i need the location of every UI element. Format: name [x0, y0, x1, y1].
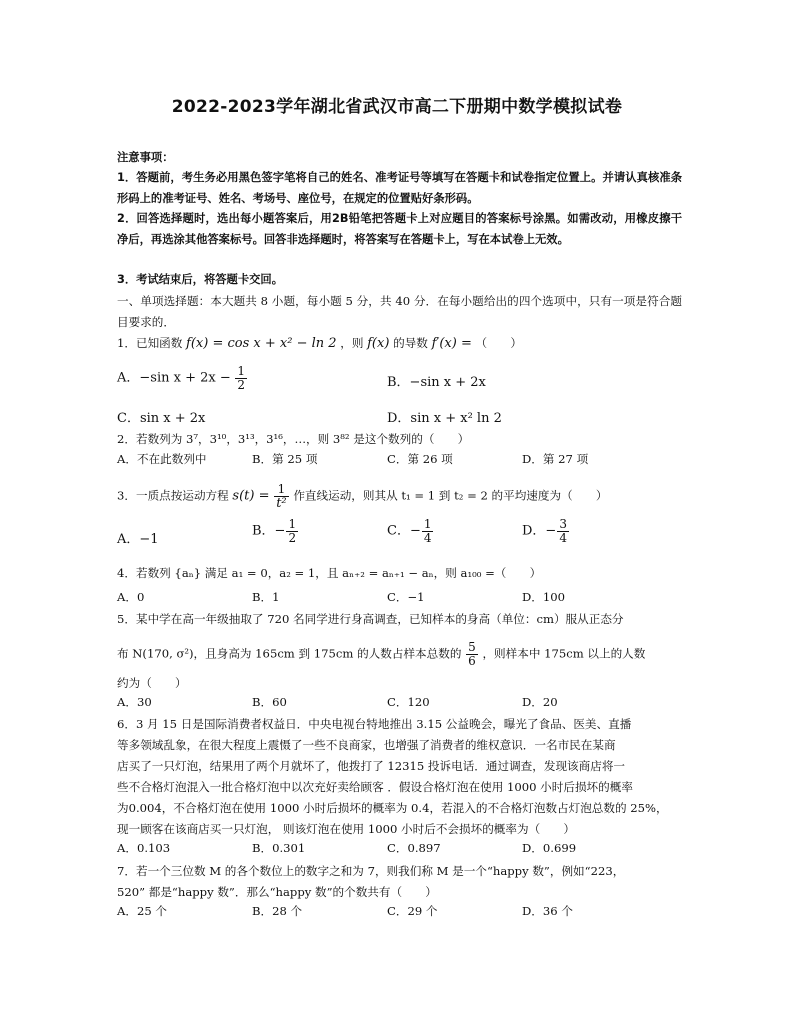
q4-option-a: A．0 — [117, 590, 145, 604]
question-6-line-1: 6．3 月 15 日是国际消费者权益日．中央电视台特地推出 3.15 公益晚会，曝光了食品、医美、直播 — [117, 717, 632, 731]
q5-option-a: A．30 — [117, 695, 152, 709]
q5-num: 5 — [468, 640, 476, 654]
question-6-line-6: 现一顾客在该商店买一只灯泡， 则该灯泡在使用 1000 小时后不会损坏的概率为（ ） — [117, 822, 575, 836]
q5-option-c: C．120 — [387, 695, 430, 709]
question-6-line-4: 些不合格灯泡混入一批合格灯泡中以次充好卖给顾客 ．假设合格灯泡在使用 1000 小时后损坏的概率 — [117, 780, 633, 794]
notice-item-1: 1．答题前，考生务必用黑色签字笔将自己的姓名、准考证号等填写在答题卡和试卷指定位置上。并请认真核准条形码上的准考证号、姓名、考场号、座位号，在规定的位置贴好条形码。 — [117, 171, 682, 205]
q3-d-fraction — [557, 518, 569, 545]
q5-line2-pre: 布 N(170, σ²)，且身高为 165cm 到 175cm 的人数占样本总数的 — [117, 646, 462, 661]
question-5-line-2 — [117, 641, 682, 668]
q4-option-b: B．1 — [252, 590, 280, 604]
q3-option-d — [522, 518, 570, 545]
q3-post: 作直线运动，则其从 t₁ = 1 到 t₂ = 2 的平均速度为（ ） — [293, 488, 608, 503]
question-7-line-1: 7．若一个三位数 M 的各个数位上的数字之和为 7，则我们称 M 是一个“happy 数”，例如“223， — [117, 864, 625, 878]
question-6-line-3: 店买了一只灯泡，结果用了两个月就坏了，他拨打了 12315 投诉电话．通过调查，发现该商店将一 — [117, 759, 626, 773]
q5-line2-post: ，则样本中 175cm 以上的人数 — [482, 646, 646, 661]
q6-option-b: B．0.301 — [252, 841, 306, 855]
q3-den: t² — [276, 496, 287, 511]
q5-option-d: D．20 — [522, 695, 558, 709]
q3-pre: 3．一质点按运动方程 — [117, 488, 229, 503]
q3-option-a: A．−1 — [117, 532, 159, 547]
q1-option-a — [117, 365, 248, 392]
q3-b-pre: B．− — [252, 523, 286, 539]
q1-a-num: 1 — [237, 364, 246, 378]
q3-b-fraction — [286, 518, 298, 545]
q2-option-d: D．第 27 项 — [522, 452, 589, 466]
q4-option-d: D．100 — [522, 590, 566, 604]
question-2: 2．若数列为 3⁷，3¹⁰，3¹³，3¹⁶，…，则 3⁸² 是这个数列的（ ） — [117, 432, 470, 446]
q1-function: f(x) = cos x + x² − ln 2 — [186, 336, 337, 351]
q3-option-b — [252, 518, 299, 545]
q3-eq: s(t) = — [232, 488, 270, 504]
q7-option-a: A．25 个 — [117, 904, 167, 918]
q1-fx: f(x) — [367, 336, 390, 351]
q4-option-c: C．−1 — [387, 590, 425, 604]
q3-c-fraction — [422, 518, 434, 545]
q1-option-b: B．−sin x + 2x — [387, 375, 486, 390]
q3-d-den: 4 — [559, 531, 567, 545]
q5-fraction — [466, 641, 478, 668]
notice-item-2: 2．回答选择题时，选出每小题答案后，用2B铅笔把答题卡上对应题目的答案标号涂黑。如需改动，用橡皮擦干净后，再选涂其他答案标号。回答非选择题时，将答案写在答题卡上，写在本试卷上无效。 — [117, 212, 682, 246]
q2-option-c: C．第 26 项 — [387, 452, 453, 466]
question-7-line-2: 520” 都是“happy 数”．那么“happy 数”的个数共有（ ） — [117, 885, 437, 899]
q1-mid2: 的导数 — [393, 336, 428, 350]
question-5-line-3: 约为（ ） — [117, 676, 187, 690]
q3-c-pre: C．− — [387, 523, 421, 539]
q6-option-d: D．0.699 — [522, 841, 577, 855]
q3-b-den: 2 — [288, 531, 297, 545]
q1-option-a-fraction — [235, 365, 247, 392]
question-6-line-5: 为0.004，不合格灯泡在使用 1000 小时后损坏的概率为 0.4，若混入的不合格灯泡数占灯泡总数的 25%， — [117, 801, 668, 815]
q2-option-a: A．不在此数列中 — [117, 452, 207, 466]
q1-derivative: f′(x) = — [431, 336, 472, 351]
q3-c-num: 1 — [423, 517, 432, 531]
q3-option-c — [387, 518, 434, 545]
section-heading: 一、单项选择题：本大题共 8 小题，每小题 5 分，共 40 分．在每小题给出的四个选项中，只有一项是符合题目要求的． — [117, 294, 682, 329]
q1-a-den: 2 — [237, 378, 246, 392]
q1-paren: （ ） — [475, 336, 522, 350]
q1-option-a-text: A．−sin x + 2x − — [117, 370, 231, 386]
question-6-line-2: 等多领域乱象，在很大程度上震慑了一些不良商家，也增强了消费者的维权意识．一名市民在某商 — [117, 738, 616, 752]
q3-num: 1 — [274, 483, 288, 497]
page-title: 2022-2023学年湖北省武汉市高二下册期中数学模拟试卷 — [171, 97, 623, 117]
q5-den: 6 — [468, 654, 476, 668]
q2-option-b: B．第 25 项 — [252, 452, 318, 466]
q3-d-pre: D．− — [522, 523, 557, 539]
notice-heading: 注意事项： — [117, 151, 174, 164]
q5-option-b: B．60 — [252, 695, 287, 709]
q3-b-num: 1 — [288, 517, 297, 531]
question-4: 4．若数列 {aₙ} 满足 a₁ = 0，a₂ = 1，且 aₙ₊₂ = aₙ₊₁ − aₙ，则 a₁₀₀ =（ ） — [117, 566, 542, 580]
q1-mid: ，则 — [340, 336, 364, 350]
q7-option-c: C．29 个 — [387, 904, 438, 918]
question-3 — [117, 483, 682, 510]
q3-fraction — [274, 483, 288, 510]
q7-option-b: B．28 个 — [252, 904, 303, 918]
q6-option-a: A．0.103 — [117, 841, 171, 855]
question-1 — [117, 333, 682, 355]
q1-pre: 1．已知函数 — [117, 336, 183, 350]
q1-option-d: D．sin x + x² ln 2 — [387, 411, 502, 426]
question-5-line-1: 5．某中学在高一年级抽取了 720 名同学进行身高调查，已知样本的身高（单位：cm）服从正态分 — [117, 612, 624, 626]
q3-c-den: 4 — [423, 531, 432, 545]
notice-item-3: 3．考试结束后，将答题卡交回。 — [117, 273, 284, 286]
q1-option-c: C．sin x + 2x — [117, 411, 206, 426]
q3-d-num: 3 — [559, 517, 567, 531]
q6-option-c: C．0.897 — [387, 841, 441, 855]
q7-option-d: D．36 个 — [522, 904, 573, 918]
